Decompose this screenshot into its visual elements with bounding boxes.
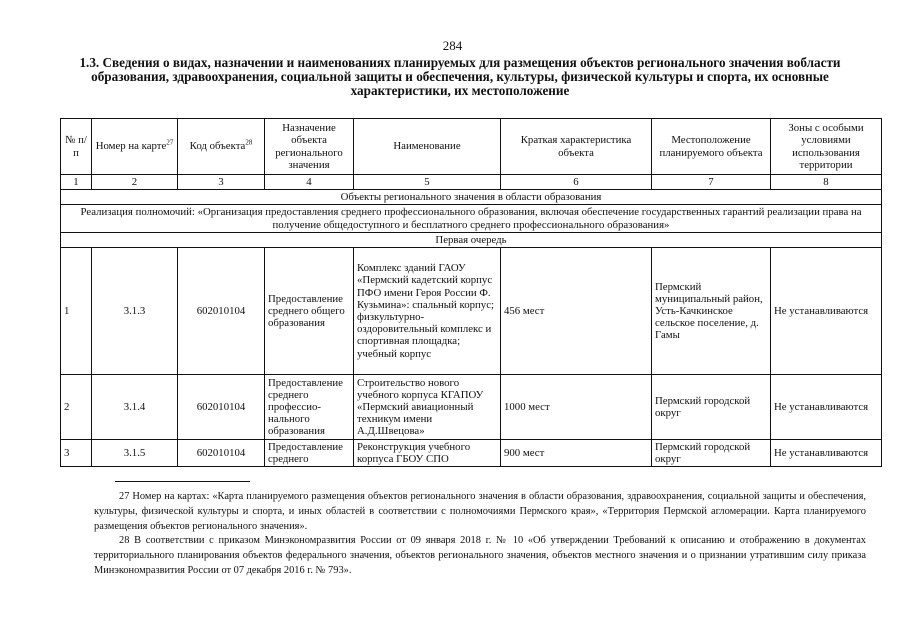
header-row <box>61 119 882 175</box>
column-number: 4 <box>265 175 354 190</box>
cell-location: Пермский городской округ <box>652 375 771 440</box>
cell-code: 602010104 <box>178 248 265 375</box>
cell-location: Пермский муниципальный район, Усть-Качкинское сельское поселение, д. Гамы <box>652 248 771 375</box>
cell-purpose: Предоставление среднего <box>265 440 354 467</box>
header-map-number: Номер на карте$^{27}$ <box>92 119 178 175</box>
cell-name: Строительство нового учебного корпуса КГАПОУ «Пермский авиационный техникум имени А.Д.Швецова» <box>354 375 501 440</box>
cell-code: 602010104 <box>178 440 265 467</box>
table-row <box>61 248 882 375</box>
cell-zones: Не устанавливаются <box>771 248 882 375</box>
cell-map: 3.1.3 <box>92 248 178 375</box>
header-name: Наименование <box>354 119 501 175</box>
header-zones: Зоны с особыми условиями использования территории <box>771 119 882 175</box>
header-purpose: Назначение объекта регионального значения <box>265 119 354 175</box>
section-row <box>61 190 882 205</box>
cell-zones: Не устанавливаются <box>771 440 882 467</box>
header-num: № п/п <box>61 119 92 175</box>
column-number: 6 <box>501 175 652 190</box>
table-row <box>61 440 882 467</box>
table-row <box>61 375 882 440</box>
header-location: Местоположение планируемого объекта <box>652 119 771 175</box>
cell-name: Реконструкция учебного корпуса ГБОУ СПО <box>354 440 501 467</box>
column-number: 7 <box>652 175 771 190</box>
header-characteristics: Краткая характеристика объекта <box>501 119 652 175</box>
footnote-ref-28: 28 <box>245 138 253 147</box>
cell-map: 3.1.4 <box>92 375 178 440</box>
cell-zones: Не устанавливаются <box>771 375 882 440</box>
cell-num: 1 <box>61 248 92 375</box>
cell-characteristics: 900 мест <box>501 440 652 467</box>
column-number: 2 <box>92 175 178 190</box>
column-number: 3 <box>178 175 265 190</box>
footnote-28: 28 В соответствии с приказом Минэкономразвития России от 09 января 2018 г. № 10 «Об утверждении Требований к описанию и отображению в документах территориального планирования объектов федерального значения, объектов регионального значения, объектов местного значения и о признании утратившим силу приказа Минэкономразвития России от 07 декабря 2016 г. № 793». <box>94 535 866 576</box>
cell-num: 3 <box>61 440 92 467</box>
objects-table <box>60 118 882 467</box>
cell-characteristics: 456 мест <box>501 248 652 375</box>
cell-characteristics: 1000 мест <box>501 375 652 440</box>
footnote-divider <box>115 481 250 482</box>
queue-row <box>61 232 882 247</box>
cell-code: 602010104 <box>178 375 265 440</box>
header-code: Код объекта$^{28}$ <box>178 119 265 175</box>
column-number: 1 <box>61 175 92 190</box>
footnote-27: 27 Номер на картах: «Карта планируемого размещения объектов регионального значения в области образования, здравоохранения, социальной защиты и обеспечения, культуры, физической культуры и спорта, и иных областей в соответствии с полномочиями Пермского края», «Территория Пермской агломерации. Карта планируемого размещения объектов регионального значения». <box>94 491 866 532</box>
cell-purpose: Предоставление среднего профессио-нального образования <box>265 375 354 440</box>
cell-location: Пермский городской округ <box>652 440 771 467</box>
powers-row <box>61 205 882 232</box>
powers-text: Реализация полномочий: «Организация предоставления среднего профессионального образования, включая обеспечение государственных гарантий реализации права на получение общедоступного и бесплатного среднего профессионального образования» <box>61 205 882 232</box>
section-title: 1.3. Сведения о видах, назначении и наименованиях планируемых для размещения объектов регионального значения вобласти образования, здравоохранения, социальной защиты и обеспечения, культуры, физической культуры и спорта, их основные характеристики, их местоположение <box>79 55 841 98</box>
cell-map: 3.1.5 <box>92 440 178 467</box>
cell-num: 2 <box>61 375 92 440</box>
queue-label: Первая очередь <box>61 232 882 247</box>
cell-purpose: Предоставление среднего общего образования <box>265 248 354 375</box>
column-number: 8 <box>771 175 882 190</box>
column-numbers-row <box>61 175 882 190</box>
footnote-ref-27: 27 <box>166 138 174 147</box>
page-number: 284 <box>442 38 463 53</box>
column-number: 5 <box>354 175 501 190</box>
section-heading: Объекты регионального значения в области образования <box>61 190 882 205</box>
cell-name: Комплекс зданий ГАОУ «Пермский кадетский корпус ПФО имени Героя России Ф. Кузьмина»: спальный корпус; физкультурно-оздоровительный комплекс и спортивная площадка; учебный корпус <box>354 248 501 375</box>
